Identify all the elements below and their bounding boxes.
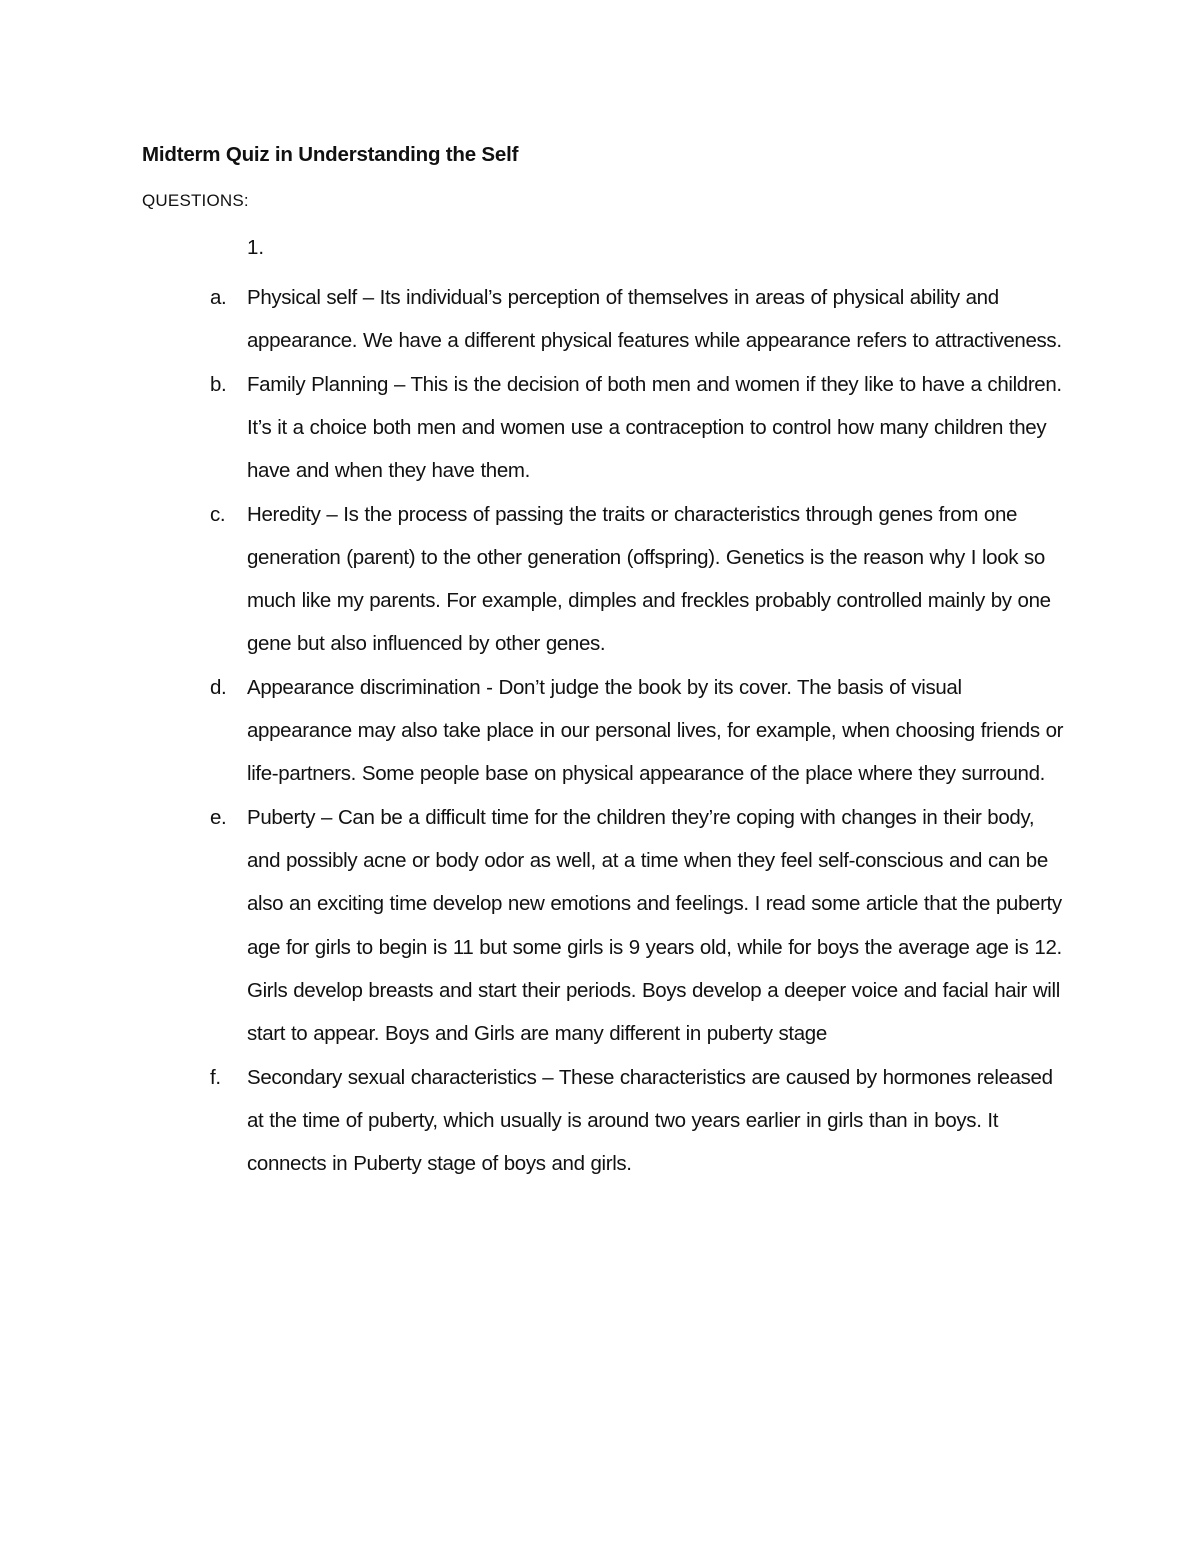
item-marker: c. — [210, 502, 226, 526]
list-item-f — [210, 1056, 1070, 1186]
item-marker: f. — [210, 1065, 221, 1089]
item-marker: b. — [210, 372, 227, 396]
list-item-b — [210, 363, 1070, 493]
question-number: 1. — [247, 236, 265, 259]
list-item-c — [210, 493, 1070, 666]
list-item-a — [210, 276, 1070, 362]
item-marker: a. — [210, 286, 227, 309]
list-item-e — [210, 796, 1070, 1055]
item-text: Puberty – Can be a difficult time for the children they’re coping with changes in their body, and possibly acne or body odor as well, at a time when they feel self-conscious and can be also an exciting time develop new emotions and feelings. I read some article that the puberty age for girls to begin is 11 but some girls is 9 years old, while for boys the average age is 12. Girls develop breasts and start their periods. Boys develop a deeper voice and facial hair will start to appear. Boys and Girls are many different in puberty stage — [247, 806, 1062, 1046]
item-text: Appearance discrimination - Don’t judge the book by its cover. The basis of visual appearance may also take place in our personal lives, for example, when choosing friends or life-partners. Some people base on physical appearance of the place where they surround. — [247, 676, 1064, 786]
list-item-d — [210, 666, 1070, 796]
item-text: Physical self – Its individual’s perception of themselves in areas of physical ability and appearance. We have a different physical features while appearance refers to attractiveness. — [247, 286, 1062, 353]
item-marker: d. — [210, 676, 227, 699]
item-marker: e. — [210, 806, 227, 829]
section-label: QUESTIONS: — [142, 191, 249, 210]
answer-list — [210, 276, 1070, 1186]
document-title: Midterm Quiz in Understanding the Self — [142, 143, 519, 166]
item-text: Heredity – Is the process of passing the traits or characteristics through genes from one generation (parent) to the other generation (offspring). Genetics is the reason why I look so much like my parents. For example, dimples and freckles probably controlled mainly by one gene but also influenced by other genes. — [247, 502, 1051, 656]
item-text: Secondary sexual characteristics – These characteristics are caused by hormones released at the time of puberty, which usually is around two years earlier in girls than in boys. It connects in Puberty stage of boys and girls. — [247, 1065, 1053, 1176]
item-text: Family Planning – This is the decision of both men and women if they like to have a children. It’s it a choice both men and women use a contraception to control how many children they have and when they have them. — [247, 372, 1062, 483]
